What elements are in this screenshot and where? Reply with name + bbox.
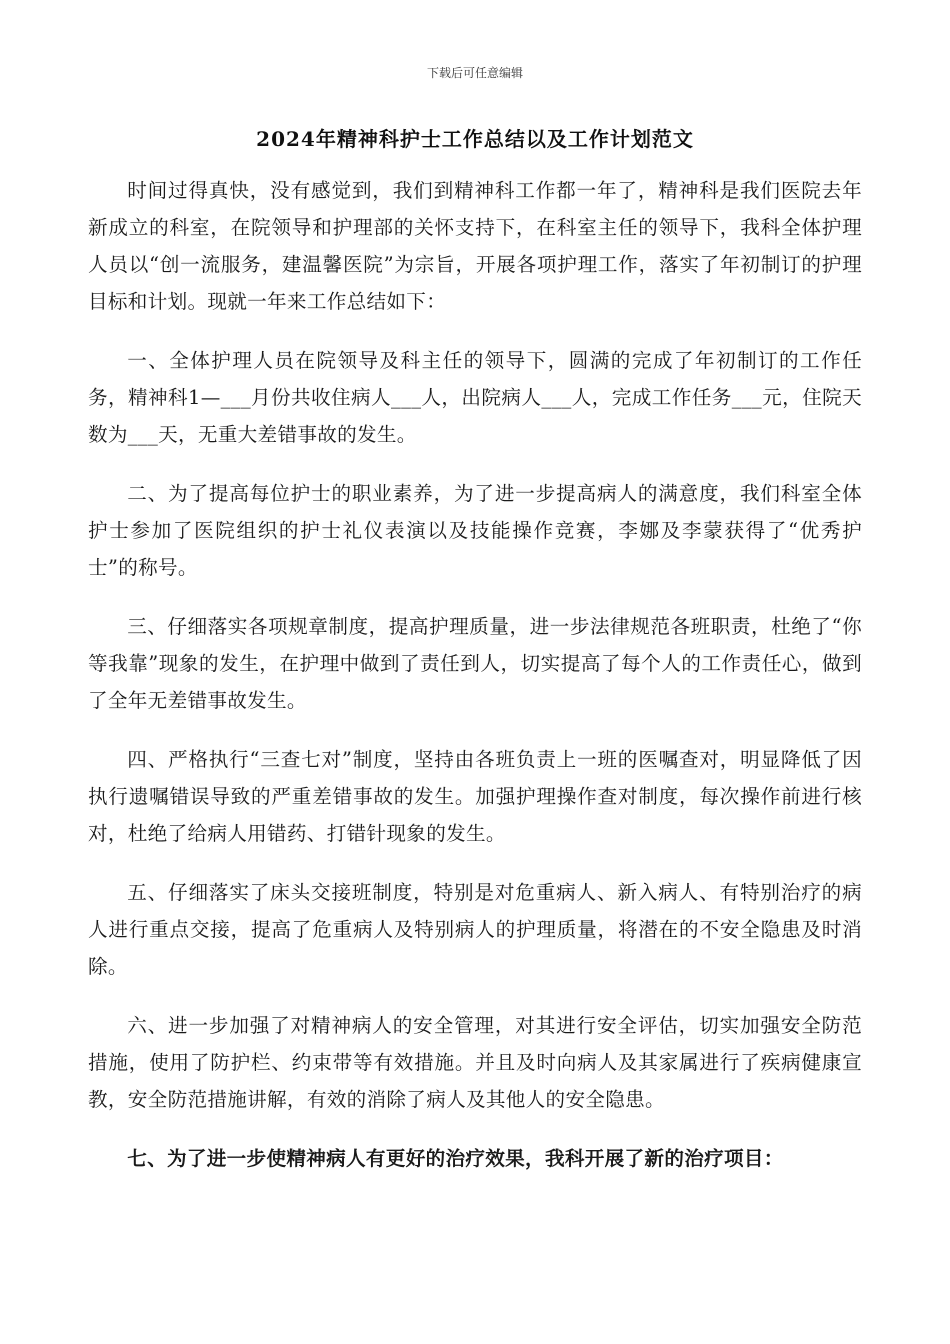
- paragraph-section-1: 一、全体护理人员在院领导及科主任的领导下，圆满的完成了年初制订的工作任务，精神科1—___月份共收住病人___人，出院病人___人，完成工作任务___元，住院天数为___天，无重大差错事故的发生。: [88, 349, 862, 446]
- document-body: [88, 172, 862, 1199]
- paragraph-section-2: 二、为了提高每位护士的职业素养，为了进一步提高病人的满意度，我们科室全体护士参加了医院组织的护士礼仪表演以及技能操作竞赛，李娜及李蒙获得了“优秀护士”的称号。: [88, 482, 862, 579]
- document-title: 2024年精神科护士工作总结以及工作计划范文: [256, 127, 694, 151]
- paragraph-section-6: 六、进一步加强了对精神病人的安全管理，对其进行安全评估，切实加强安全防范措施，使用了防护栏、约束带等有效措施。并且及时向病人及其家属进行了疾病健康宣教，安全防范措施讲解，有效的消除了病人及其他人的安全隐患。: [88, 1014, 862, 1111]
- paragraph-section-4: 四、严格执行“三查七对”制度，坚持由各班负责上一班的医嘱查对，明显降低了因执行遗嘱错误导致的严重差错事故的发生。加强护理操作查对制度，每次操作前进行核对，杜绝了给病人用错药、打错针现象的发生。: [88, 748, 862, 845]
- paragraph-section-7-heading: 七、为了进一步使精神病人有更好的治疗效果，我科开展了新的治疗项目：: [127, 1147, 784, 1170]
- header-note: 下载后可任意编辑: [426, 66, 523, 80]
- paragraph-section-3: 三、仔细落实各项规章制度，提高护理质量，进一步法律规范各班职责，杜绝了“你等我靠”现象的发生，在护理中做到了责任到人，切实提高了每个人的工作责任心，做到了全年无差错事故发生。: [88, 615, 862, 712]
- paragraph-intro: 时间过得真快，没有感觉到，我们到精神科工作都一年了，精神科是我们医院去年新成立的科室，在院领导和护理部的关怀支持下，在科室主任的领导下，我科全体护理人员以“创一流服务，建温馨医院”为宗旨，开展各项护理工作，落实了年初制订的护理目标和计划。现就一年来工作总结如下：: [88, 179, 862, 313]
- paragraph-section-5: 五、仔细落实了床头交接班制度，特别是对危重病人、新入病人、有特别治疗的病人进行重点交接，提高了危重病人及特别病人的护理质量，将潜在的不安全隐患及时消除。: [88, 881, 862, 978]
